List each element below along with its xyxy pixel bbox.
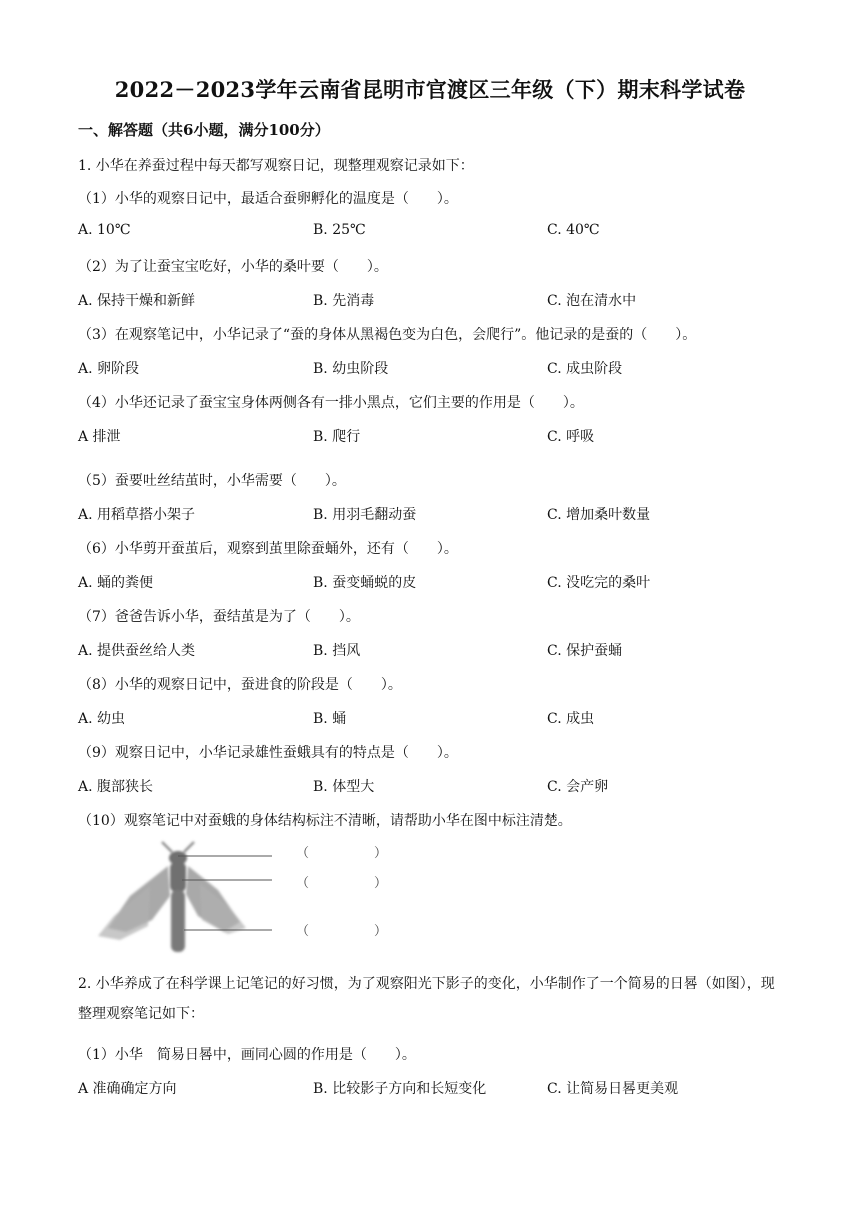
q1-sub-5: （5）蚕要吐丝结茧时，小华需要（ ）。 bbox=[78, 473, 346, 489]
option-b: B. 用羽毛翻动蚕 bbox=[313, 507, 417, 523]
q1-sub-4-options bbox=[0, 426, 860, 446]
option-a: A. 10℃ bbox=[78, 222, 131, 238]
option-b: B. 比较影子方向和长短变化 bbox=[313, 1081, 487, 1097]
option-b: B. 蚕变蛹蜕的皮 bbox=[313, 575, 417, 591]
option-c: C. 泡在清水中 bbox=[547, 293, 637, 309]
q1-sub-1: （1）小华的观察日记中，最适合蚕卵孵化的温度是（ ）。 bbox=[78, 191, 458, 207]
q1-sub-4: （4）小华还记录了蚕宝宝身体两侧各有一排小黑点，它们主要的作用是（ ）。 bbox=[78, 395, 584, 411]
q2-sub-1-options bbox=[0, 1078, 860, 1098]
question-1-stem: 1. 小华在养蚕过程中每天都写观察日记，现整理观察记录如下： bbox=[78, 158, 474, 174]
q1-sub-9-options bbox=[0, 776, 860, 796]
page-title: 2022－2023学年云南省昆明市官渡区三年级（下）期末科学试卷 bbox=[114, 77, 746, 102]
option-c: C. 成虫阶段 bbox=[547, 361, 623, 377]
q1-sub-2-options bbox=[0, 290, 860, 310]
q1-sub-1-options bbox=[0, 222, 860, 242]
option-b: B. 先消毒 bbox=[313, 293, 375, 309]
silkmoth-figure bbox=[90, 836, 390, 964]
option-c: C. 会产卵 bbox=[547, 779, 609, 795]
option-a: A. 蛹的粪便 bbox=[78, 575, 154, 591]
option-a: A. 提供蚕丝给人类 bbox=[78, 643, 196, 659]
q1-sub-3: （3）在观察笔记中，小华记录了“蚕的身体从黑褐色变为白色，会爬行”。他记录的是蚕的（ ）。 bbox=[78, 327, 697, 343]
q1-sub-8-options bbox=[0, 708, 860, 728]
q1-sub-5-options bbox=[0, 504, 860, 524]
option-b: B. 挡风 bbox=[313, 643, 361, 659]
option-c: C. 40℃ bbox=[547, 222, 600, 238]
option-c: C. 保护蚕蛹 bbox=[547, 643, 623, 659]
option-b: B. 爬行 bbox=[313, 429, 361, 445]
q1-sub-7: （7）爸爸告诉小华，蚕结茧是为了（ ）。 bbox=[78, 609, 360, 625]
label-blank-3[interactable]: （ ） bbox=[296, 924, 388, 939]
q1-sub-2: （2）为了让蚕宝宝吃好，小华的桑叶要（ ）。 bbox=[78, 259, 388, 275]
option-c: C. 让简易日晷更美观 bbox=[547, 1081, 679, 1097]
section-heading: 一、解答题（共6小题，满分100分） bbox=[78, 121, 330, 139]
option-a: A. 保持干燥和新鲜 bbox=[78, 293, 196, 309]
q1-sub-8: （8）小华的观察日记中，蚕进食的阶段是（ ）。 bbox=[78, 677, 402, 693]
q1-sub-6: （6）小华剪开蚕茧后，观察到茧里除蚕蛹外，还有（ ）。 bbox=[78, 541, 458, 557]
q1-sub-9: （9）观察日记中，小华记录雄性蚕蛾具有的特点是（ ）。 bbox=[78, 745, 458, 761]
q2-sub-1: （1）小华 简易日晷中，画同心圆的作用是（ ）。 bbox=[78, 1047, 416, 1063]
option-c: C. 没吃完的桑叶 bbox=[547, 575, 651, 591]
option-c: C. 呼吸 bbox=[547, 429, 595, 445]
option-a: A. 幼虫 bbox=[78, 711, 126, 727]
q1-sub-10: （10）观察笔记中对蚕蛾的身体结构标注不清晰，请帮助小华在图中标注清楚。 bbox=[78, 813, 572, 829]
option-a: A. 腹部狭长 bbox=[78, 779, 154, 795]
option-b: B. 25℃ bbox=[313, 222, 366, 238]
label-blank-2[interactable]: （ ） bbox=[296, 876, 388, 891]
option-c: C. 增加桑叶数量 bbox=[547, 507, 651, 523]
q1-sub-3-options bbox=[0, 358, 860, 378]
q1-sub-6-options bbox=[0, 572, 860, 592]
option-b: B. 幼虫阶段 bbox=[313, 361, 389, 377]
option-a: A. 卵阶段 bbox=[78, 361, 140, 377]
option-a: A 准确确定方向 bbox=[78, 1081, 177, 1097]
option-b: B. 体型大 bbox=[313, 779, 375, 795]
option-c: C. 成虫 bbox=[547, 711, 595, 727]
q1-sub-7-options bbox=[0, 640, 860, 660]
label-blank-1[interactable]: （ ） bbox=[296, 846, 388, 861]
question-2-stem: 2. 小华养成了在科学课上记笔记的好习惯，为了观察阳光下影子的变化，小华制作了一个简易的日晷（如图），现整理观察笔记如下： bbox=[78, 976, 775, 1022]
option-a: A 排泄 bbox=[78, 429, 121, 445]
option-a: A. 用稻草搭小架子 bbox=[78, 507, 196, 523]
option-b: B. 蛹 bbox=[313, 711, 347, 727]
